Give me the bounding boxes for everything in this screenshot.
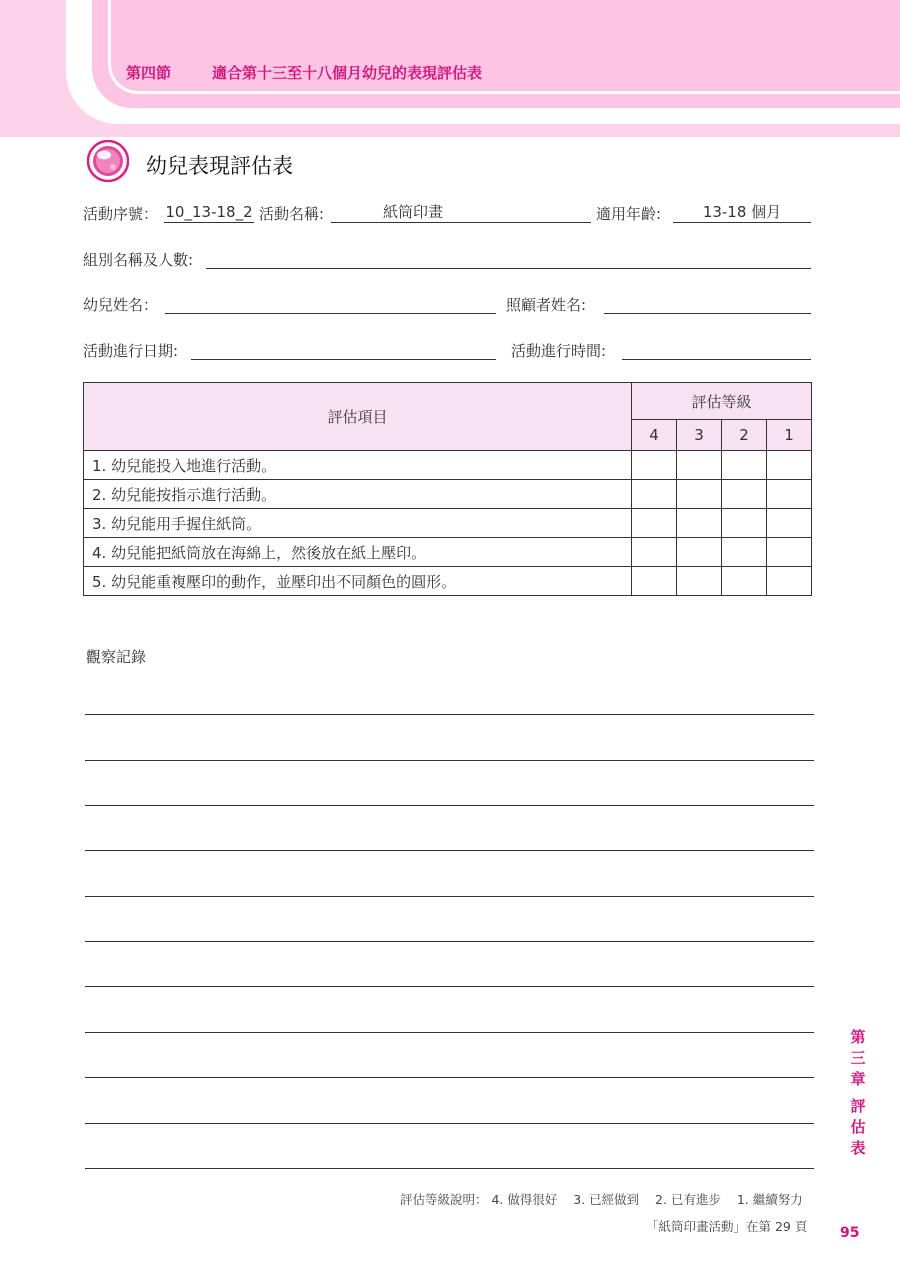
grade-cell[interactable] — [632, 451, 677, 480]
writing-line — [85, 714, 814, 715]
grade-cell[interactable] — [722, 451, 767, 480]
activity-name-label: 活動名稱: — [259, 205, 325, 223]
grade-3-header: 3 — [677, 420, 722, 451]
date-label: 活動進行日期: — [83, 342, 179, 360]
writing-line — [85, 850, 814, 851]
grade-cell[interactable] — [677, 480, 722, 509]
item-label: 4. 幼兒能把紙筒放在海綿上，然後放在紙上壓印。 — [84, 538, 632, 567]
grade-cell[interactable] — [677, 538, 722, 567]
writing-line — [85, 1168, 814, 1169]
activity-no-value: 10_13-18_2 — [165, 203, 253, 221]
time-field — [622, 340, 811, 360]
grade-cell[interactable] — [677, 567, 722, 596]
observation-label: 觀察記錄 — [86, 648, 147, 666]
table-row — [84, 567, 812, 596]
item-header: 評估項目 — [84, 383, 632, 451]
age-label: 適用年齡: — [596, 205, 662, 223]
time-label: 活動進行時間: — [511, 342, 607, 360]
page-number: 95 — [840, 1225, 860, 1241]
side-chapter-label: 第 三 章 — [850, 1028, 866, 1088]
grade-cell[interactable] — [767, 480, 812, 509]
grade-header: 評估等級 — [632, 383, 812, 420]
grade-cell[interactable] — [677, 509, 722, 538]
table-row — [84, 451, 812, 480]
writing-line — [85, 941, 814, 942]
grade-2-header: 2 — [722, 420, 767, 451]
grade-cell[interactable] — [632, 538, 677, 567]
grade-cell[interactable] — [767, 567, 812, 596]
grade-cell[interactable] — [722, 480, 767, 509]
item-label: 3. 幼兒能用手握住紙筒。 — [84, 509, 632, 538]
writing-line — [85, 1123, 814, 1124]
child-name-field — [165, 294, 496, 314]
grade-cell[interactable] — [632, 480, 677, 509]
section-label: 第四節 — [126, 64, 172, 82]
item-label: 1. 幼兒能投入地進行活動。 — [84, 451, 632, 480]
pink-orb-icon — [87, 140, 129, 182]
item-label: 5. 幼兒能重複壓印的動作，並壓印出不同顏色的圓形。 — [84, 567, 632, 596]
grade-cell[interactable] — [632, 509, 677, 538]
grade-cell[interactable] — [722, 567, 767, 596]
grade-cell[interactable] — [767, 451, 812, 480]
evaluation-table — [83, 382, 812, 596]
grade-cell[interactable] — [677, 451, 722, 480]
side-title-label: 評 估 表 — [850, 1097, 866, 1157]
section-title: 適合第十三至十八個月幼兒的表現評估表 — [212, 64, 483, 82]
grade-cell[interactable] — [722, 509, 767, 538]
writing-line — [85, 896, 814, 897]
grade-cell[interactable] — [632, 567, 677, 596]
table-row — [84, 480, 812, 509]
age-value: 13-18 個月 — [673, 203, 811, 223]
activity-reference: 「紙筒印畫活動」在第 29 頁 — [646, 1219, 808, 1234]
writing-line — [85, 1077, 814, 1078]
group-label: 組別名稱及人數: — [83, 251, 194, 269]
group-field — [206, 249, 811, 269]
activity-name-value: 紙筒印畫 — [331, 203, 591, 223]
grade-legend: 評估等級說明： 4. 做得很好 3. 已經做到 2. 已有進步 1. 繼續努力 — [400, 1192, 803, 1207]
writing-line — [85, 805, 814, 806]
grade-cell[interactable] — [767, 538, 812, 567]
writing-line — [85, 1032, 814, 1033]
activity-no-label: 活動序號： — [83, 205, 159, 223]
grade-cell[interactable] — [722, 538, 767, 567]
date-field — [191, 340, 496, 360]
item-label: 2. 幼兒能按指示進行活動。 — [84, 480, 632, 509]
table-row — [84, 509, 812, 538]
caregiver-field — [604, 294, 811, 314]
table-row — [84, 538, 812, 567]
child-name-label: 幼兒姓名： — [83, 296, 159, 314]
writing-line — [85, 986, 814, 987]
page-title: 幼兒表現評估表 — [146, 154, 293, 178]
writing-line — [85, 760, 814, 761]
caregiver-label: 照顧者姓名: — [506, 296, 587, 314]
grade-4-header: 4 — [632, 420, 677, 451]
grade-1-header: 1 — [767, 420, 812, 451]
grade-cell[interactable] — [767, 509, 812, 538]
